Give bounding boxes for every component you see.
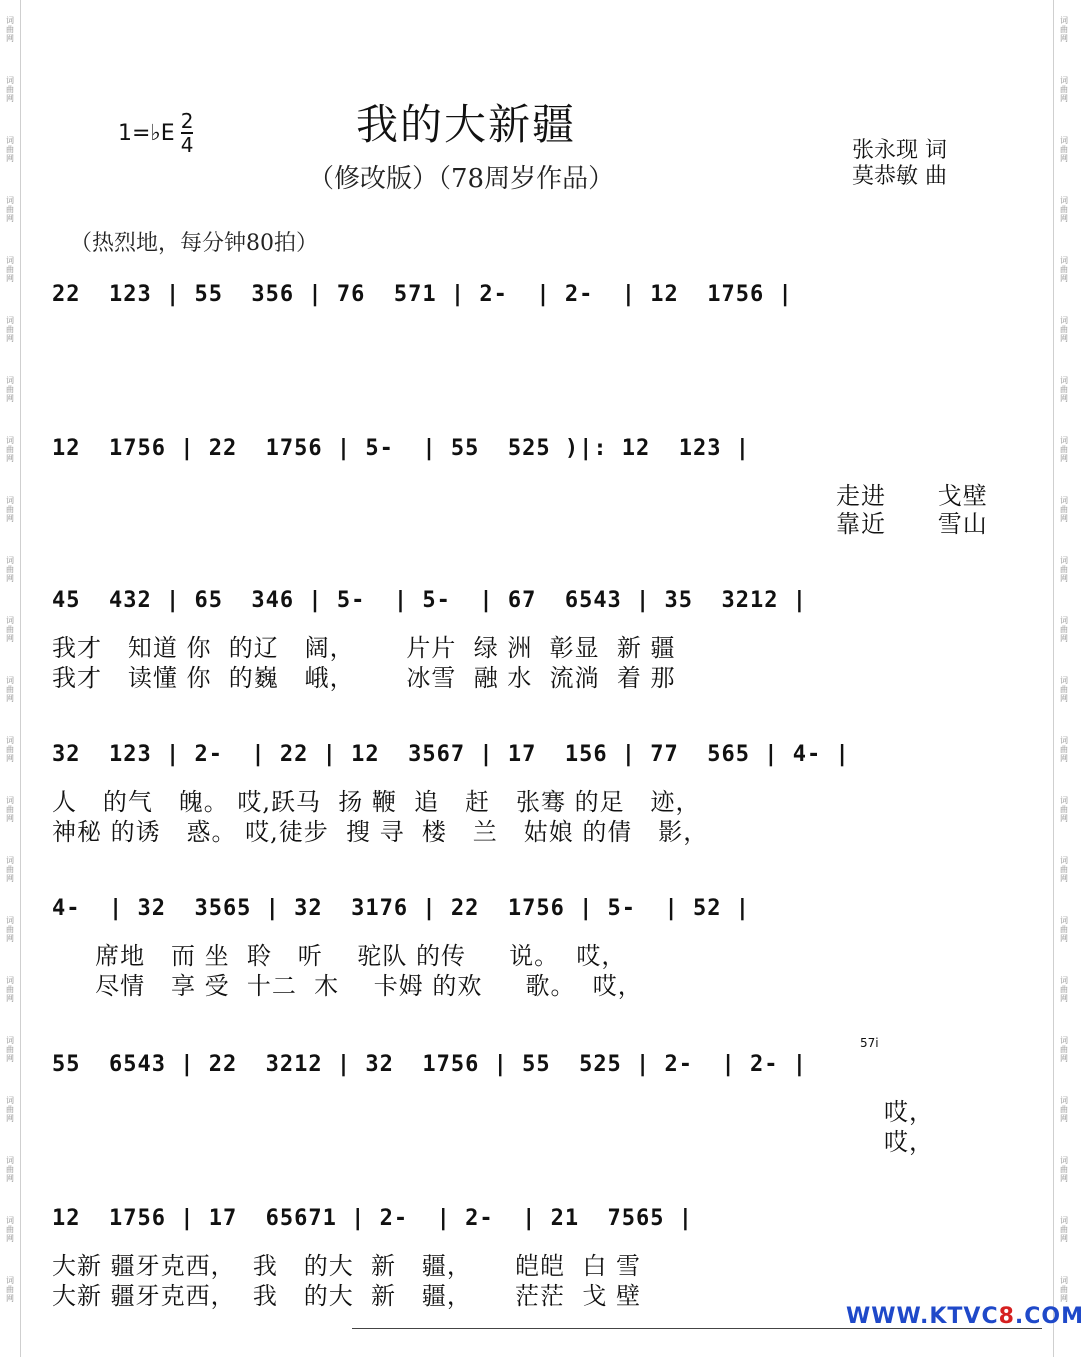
watermark-text: 词曲网: [1059, 1036, 1069, 1063]
site-prefix: WWW.: [846, 1304, 930, 1329]
watermark-text: 词曲网: [1059, 496, 1069, 523]
watermark-text: 词曲网: [5, 1096, 15, 1123]
watermark-text: 词曲网: [5, 616, 15, 643]
tempo-marking: （热烈地，每分钟80拍）: [70, 231, 318, 256]
watermark-text: 词曲网: [5, 556, 15, 583]
lyric-verse2: 哎，: [884, 1128, 934, 1156]
watermark-text: 词曲网: [5, 1156, 15, 1183]
watermark-text: 词曲网: [1059, 76, 1069, 103]
watermark-text: 词曲网: [1059, 1096, 1069, 1123]
staff-line-3: [52, 588, 1024, 628]
watermark-text: 词曲网: [1059, 976, 1069, 1003]
watermark-text: 词曲网: [5, 1036, 15, 1063]
watermark-text: 词曲网: [5, 976, 15, 1003]
watermark-text: 词曲网: [5, 376, 15, 403]
watermark-text: 词曲网: [1059, 1276, 1069, 1303]
watermark-text: 词曲网: [5, 796, 15, 823]
notation: 4- | 32 3565 | 32 3176 | 22 1756 | 5- | 52 |: [52, 896, 751, 921]
left-watermark-strip: [0, 0, 21, 1357]
watermark-text: 词曲网: [1059, 256, 1069, 283]
key-signature: [118, 110, 193, 156]
notation: 55 6543 | 22 3212 | 32 1756 | 55 525 | 2- | 2- |: [52, 1052, 807, 1077]
watermark-text: 词曲网: [5, 856, 15, 883]
watermark-text: 词曲网: [5, 16, 15, 43]
lyric-verse2: 大新 疆牙克西， 我 的大 新 疆， 茫茫 戈 壁: [52, 1282, 641, 1310]
watermark-text: 词曲网: [5, 316, 15, 343]
right-watermark-strip: [1053, 0, 1074, 1357]
time-signature: [181, 110, 194, 156]
watermark-text: 词曲网: [5, 76, 15, 103]
staff-line-6: [52, 1052, 1024, 1092]
watermark-text: 词曲网: [5, 196, 15, 223]
staff-line-5: [52, 896, 1024, 936]
notation: 32 123 | 2- | 22 | 12 3567 | 17 156 | 77 565 | 4- |: [52, 742, 850, 767]
staff-line-1: [52, 282, 1024, 322]
watermark-text: 词曲网: [5, 1276, 15, 1303]
watermark-text: 词曲网: [1059, 136, 1069, 163]
time-top: 2: [180, 109, 194, 133]
watermark-text: 词曲网: [1059, 1156, 1069, 1183]
watermark-text: 词曲网: [5, 676, 15, 703]
lyricist: 张永现 词: [852, 138, 947, 163]
staff-line-7: [52, 1206, 1024, 1246]
site-logo: [846, 1304, 1084, 1329]
watermark-text: 词曲网: [1059, 616, 1069, 643]
watermark-text: 词曲网: [5, 916, 15, 943]
watermark-text: 词曲网: [1059, 436, 1069, 463]
watermark-text: 词曲网: [1059, 796, 1069, 823]
grace-note: 57i: [860, 1036, 879, 1050]
lyric-verse2: 靠近 雪山: [836, 510, 988, 538]
composer: 莫恭敏 曲: [852, 164, 947, 189]
lyric-verse2: 尽情 享 受 十二 木 卡姆 的欢 歌。 哎，: [52, 972, 643, 1000]
watermark-text: 词曲网: [5, 1216, 15, 1243]
lyric-verse1: 大新 疆牙克西， 我 的大 新 疆， 皑皑 白 雪: [52, 1252, 641, 1280]
credits: [852, 138, 947, 190]
site-suffix: .COM: [1014, 1304, 1084, 1329]
notation: 12 1756 | 17 65671 | 2- | 2- | 21 7565 |: [52, 1206, 694, 1231]
watermark-text: 词曲网: [1059, 676, 1069, 703]
lyric-verse1: 哎，: [884, 1098, 934, 1126]
watermark-text: 词曲网: [5, 136, 15, 163]
notation: 45 432 | 65 346 | 5- | 5- | 67 6543 | 35 3212 |: [52, 588, 807, 613]
watermark-text: 词曲网: [1059, 376, 1069, 403]
watermark-text: 词曲网: [5, 436, 15, 463]
time-bottom: 4: [180, 133, 194, 157]
notation: 22 123 | 55 356 | 76 571 | 2- | 2- | 12 1756 |: [52, 282, 793, 307]
site-brand: KTVC: [929, 1304, 999, 1329]
site-highlight: 8: [998, 1304, 1015, 1329]
watermark-text: 词曲网: [1059, 556, 1069, 583]
lyric-verse2: 我才 读懂 你 的巍 峨， 冰雪 融 水 流淌 着 那: [52, 664, 676, 692]
watermark-text: 词曲网: [1059, 16, 1069, 43]
lyric-verse1: 席地 而 坐 聆 听 驼队 的传 说。 哎，: [52, 942, 627, 970]
watermark-text: 词曲网: [5, 256, 15, 283]
lyric-verse1: 走进 戈壁: [836, 482, 988, 510]
lyric-verse2: 神秘 的诱 惑。 哎,徒步 搜 寻 楼 兰 姑娘 的倩 影，: [52, 818, 709, 846]
watermark-text: 词曲网: [5, 736, 15, 763]
lyric-verse1: 人 的气 魄。 哎,跃马 扬 鞭 追 赶 张骞 的足 迹，: [52, 788, 701, 816]
key-label: 1=♭E: [118, 120, 175, 146]
watermark-text: 词曲网: [1059, 316, 1069, 343]
watermark-text: 词曲网: [1059, 916, 1069, 943]
watermark-text: 词曲网: [5, 496, 15, 523]
lyric-verse1: 我才 知道 你 的辽 阔， 片片 绿 洲 彰显 新 疆: [52, 634, 676, 662]
watermark-text: 词曲网: [1059, 856, 1069, 883]
song-subtitle: （修改版）（78周岁作品）: [308, 164, 615, 194]
staff-line-4: [52, 742, 1024, 782]
staff-line-2: [52, 436, 1024, 476]
song-title: 我的大新疆: [356, 100, 577, 149]
watermark-text: 词曲网: [1059, 1216, 1069, 1243]
watermark-text: 词曲网: [1059, 736, 1069, 763]
watermark-text: 词曲网: [1059, 196, 1069, 223]
notation: 12 1756 | 22 1756 | 5- | 55 525 )|: 12 123 |: [52, 436, 751, 461]
